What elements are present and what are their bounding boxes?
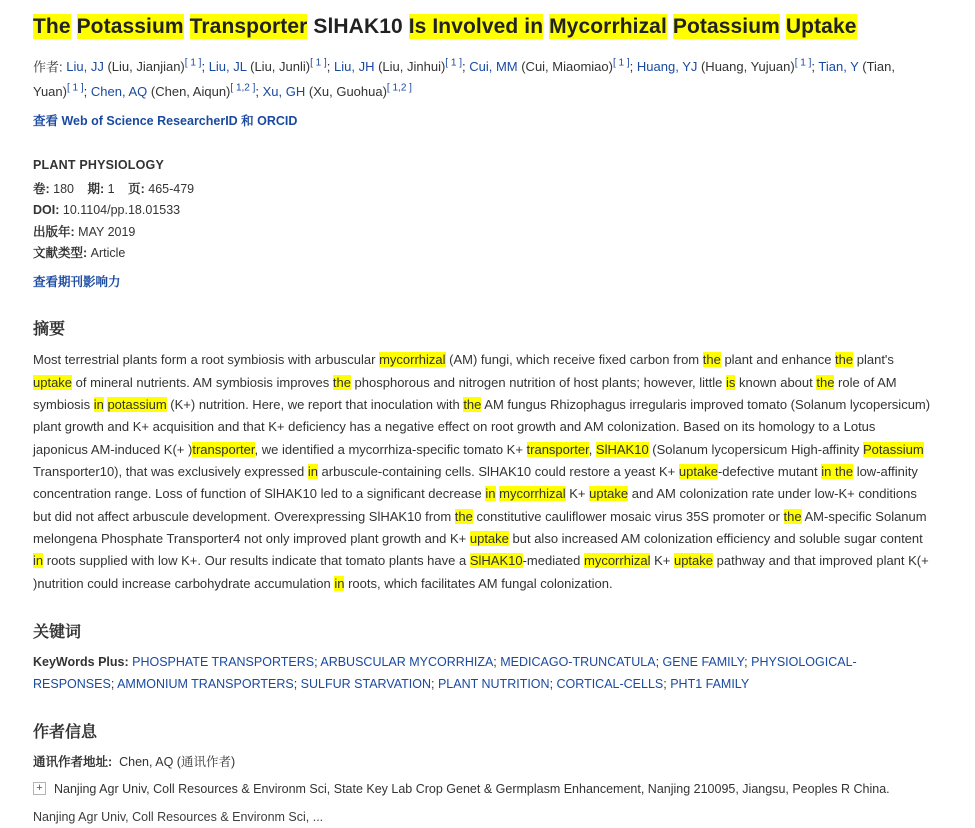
abstract-text-run: Most terrestrial plants form a root symbiosis with arbuscular <box>33 352 380 368</box>
keywords-list <box>33 655 857 691</box>
issue-label: 期: <box>87 182 105 196</box>
keyword-link[interactable]: SULFUR STARVATION <box>300 676 432 691</box>
abstract-highlight: the <box>816 374 835 390</box>
journal-doctype-row <box>33 243 931 263</box>
abstract-text-run: Transporter10), that was exclusively expressed <box>33 464 308 480</box>
abstract-highlight: the <box>454 508 473 524</box>
title-highlight: Involved <box>426 15 525 38</box>
author-fullname: (Chen, Aiqun) <box>147 83 231 99</box>
author-link[interactable]: Tian, Y <box>818 59 859 75</box>
keywords-heading: 关键词 <box>33 624 82 642</box>
author-fullname: (Tian, Yuan) <box>33 59 895 99</box>
abstract-highlight: uptake <box>673 553 714 569</box>
keyword-separator: ; <box>655 655 663 670</box>
abstract-highlight: in <box>93 396 104 412</box>
abstract-text-run: constitutive cauliflower mosaic virus 35S promoter or <box>472 508 784 524</box>
author-affiliation-ref[interactable]: [ 1 ] <box>794 57 812 69</box>
abstract-text-run: (AM) fungi, which receive fixed carbon from <box>445 352 703 368</box>
keyword-link[interactable]: AMMONIUM TRANSPORTERS <box>117 676 294 691</box>
keyword-separator: ; <box>431 676 438 691</box>
abstract-highlight: mycorrhizal <box>584 553 651 569</box>
abstract-highlight: is <box>726 374 736 390</box>
abstract-highlight: uptake <box>678 464 718 480</box>
keyword-separator: ; <box>744 655 752 670</box>
abstract-heading: 摘要 <box>33 321 66 339</box>
title-highlight: The <box>33 15 71 38</box>
abstract-highlight: transporter <box>526 441 589 457</box>
title-text <box>780 15 786 38</box>
title-highlight: in <box>524 15 544 38</box>
title-highlight: Potassium <box>672 15 780 38</box>
address-text: Nanjing Agr Univ, Coll Resources & Environm Sci, State Key Lab Crop Genet & Germplasm Enhancement, Nanjing 210095, Jiangsu, Peoples R China. <box>54 782 890 797</box>
abstract-highlight: in the <box>821 464 854 480</box>
corresponding-author-row <box>33 752 931 773</box>
pubyear-value: MAY 2019 <box>78 224 136 239</box>
abstract-text-run: but also increased AM colonization efficiency and soluble sugar content <box>508 531 923 547</box>
abstract-highlight: in <box>334 575 345 591</box>
author-link[interactable]: Cui, MM <box>469 59 518 75</box>
corresponding-author-label: 通讯作者地址: <box>33 755 113 770</box>
volume-value: 180 <box>53 182 75 196</box>
abstract-text-run: pathway and that improved plant K(+ )nutrition could increase carbohydrate accumulation <box>33 553 929 591</box>
author-fullname: (Liu, Junli) <box>246 59 311 75</box>
doi-value: 10.1104/pp.18.01533 <box>62 203 181 218</box>
title-highlight: Is <box>408 15 427 38</box>
author-fullname: (Liu, Jianjian) <box>103 59 185 75</box>
keyword-link[interactable]: ARBUSCULAR MYCORRHIZA <box>320 655 494 670</box>
abstract-text-run: roots supplied with low K+. Our results indicate that tomato plants have a <box>43 553 470 569</box>
abstract-highlight: mycorrhizal <box>499 486 566 502</box>
abstract-text-run: phosphorous and nitrogen nutrition of host plants; however, little <box>350 374 727 390</box>
abstract-text-run: , we identified a mycorrhiza-specific tomato K+ <box>254 441 527 457</box>
doctype-value: Article <box>90 245 126 260</box>
keyword-separator: ; <box>314 655 321 670</box>
abstract-highlight: in <box>307 464 318 480</box>
abstract-text-run: K+ <box>650 553 674 569</box>
abstract-text-run: known about <box>735 374 817 390</box>
page-title <box>33 14 931 41</box>
keyword-link[interactable]: PHYSIOLOGICAL-RESPONSES <box>33 655 857 691</box>
abstract-highlight: the <box>463 396 482 412</box>
volume-label: 卷: <box>33 182 50 196</box>
authors-list <box>33 59 895 98</box>
author-link[interactable]: Huang, YJ <box>636 59 698 75</box>
author-fullname: (Cui, Miaomiao) <box>517 59 613 75</box>
author-fullname: (Liu, Jinhui) <box>374 59 446 75</box>
abstract-text-run: and AM colonization rate under low-K+ conditions but did not affect arbuscule development. Overexpressing SlHAK10 from <box>33 486 917 524</box>
author-info-block <box>33 752 931 828</box>
author-affiliation-ref[interactable]: [ 1 ] <box>310 57 327 69</box>
author-affiliation-ref[interactable]: [ 1 ] <box>66 82 84 94</box>
title-highlight: Mycorrhizal <box>549 15 667 38</box>
journal-name: PLANT PHYSIOLOGY <box>33 157 164 172</box>
abstract-text-run: AM fungus Rhizophagus irregularis improved tomato (Solanum lycopersicum) plant growth and K+ acquisition and that K+ deficiency has a negative effect on root growth and AM colonization. Based on its homology to a Lotus japonicus AM-induced K(+ ) <box>33 396 931 457</box>
abstract-text-run: role of AM symbiosis <box>33 374 897 412</box>
authors-label: 作者: <box>33 59 63 75</box>
author-separator: ; <box>83 83 91 99</box>
author-separator: ; <box>326 59 335 75</box>
abstract-text <box>33 349 931 595</box>
keyword-link[interactable]: CORTICAL-CELLS <box>556 676 664 691</box>
abstract-text-run: arbuscule-containing cells. SlHAK10 could restore a yeast K+ <box>317 464 679 480</box>
author-affiliation-ref[interactable]: [ 1 ] <box>612 57 630 69</box>
title-text <box>667 15 673 38</box>
abstract-highlight: the <box>783 508 802 524</box>
abstract-highlight: the <box>702 352 721 368</box>
title-highlight: Transporter <box>189 15 308 38</box>
title-text <box>184 15 190 38</box>
title-highlight: Potassium <box>76 15 184 38</box>
author-separator: ; <box>255 83 263 99</box>
pages-label: 页: <box>128 182 145 196</box>
abstract-text-run: -mediated <box>522 553 584 569</box>
researcherid-orcid-link[interactable]: 查看 Web of Science ResearcherID 和 ORCID <box>33 113 298 128</box>
author-link[interactable]: Liu, JL <box>208 59 247 75</box>
author-separator: ; <box>629 59 637 75</box>
abstract-text-run: roots, which facilitates AM fungal colonization. <box>344 575 613 591</box>
keyword-link[interactable]: PHOSPHATE TRANSPORTERS <box>132 655 315 670</box>
abstract-highlight: mycorrhizal <box>379 352 446 368</box>
abstract-highlight: uptake <box>33 374 73 390</box>
author-info-heading: 作者信息 <box>33 724 98 742</box>
address-text-partial: Nanjing Agr Univ, Coll Resources & Environm Sci, ... <box>33 809 324 824</box>
author-separator: ; <box>811 59 819 75</box>
keywords-plus-label: KeyWords Plus: <box>33 655 129 670</box>
keyword-link[interactable]: PLANT NUTRITION <box>437 676 550 691</box>
title-text: SlHAK10 <box>307 15 409 38</box>
journal-block <box>33 155 931 293</box>
author-link[interactable]: Chen, AQ <box>90 83 148 99</box>
issue-value: 1 <box>107 182 115 196</box>
abstract-highlight: in <box>33 553 44 569</box>
abstract-text-run: (Solanum lycopersicum High-affinity <box>648 441 864 457</box>
abstract-text-run: plant's <box>853 352 894 368</box>
abstract-text-run: , <box>588 441 596 457</box>
keyword-link[interactable]: MEDICAGO-TRUNCATULA <box>500 655 656 670</box>
author-fullname: (Huang, Yujuan) <box>697 59 795 75</box>
abstract-highlight: the <box>332 374 351 390</box>
corresponding-author-value: Chen, AQ (通讯作者) <box>119 755 236 770</box>
abstract-highlight: SlHAK10 <box>595 441 649 457</box>
author-link[interactable]: Xu, GH <box>262 83 306 99</box>
abstract-text-run: of mineral nutrients. AM symbiosis improves <box>72 374 333 390</box>
pubyear-label: 出版年: <box>33 224 75 239</box>
abstract-highlight: the <box>835 352 854 368</box>
doctype-label: 文献类型: <box>33 245 88 260</box>
abstract-highlight: Potassium <box>863 441 924 457</box>
abstract-highlight: transporter <box>192 441 255 457</box>
title-highlight: Uptake <box>785 15 857 38</box>
expand-plus-icon[interactable]: + <box>33 782 46 795</box>
author-separator: ; <box>201 59 209 75</box>
keyword-separator: ; <box>493 655 501 670</box>
title-text <box>71 15 77 38</box>
abstract-highlight: SlHAK10 <box>469 553 523 569</box>
author-affiliation-ref[interactable]: [ 1,2 ] <box>386 82 412 94</box>
keyword-separator: ; <box>110 676 118 691</box>
journal-volume-row <box>33 179 931 199</box>
journal-impact-link[interactable]: 查看期刊影响力 <box>33 275 121 289</box>
author-affiliation-ref[interactable]: [ 1,2 ] <box>230 82 256 94</box>
author-affiliation-ref[interactable]: [ 1 ] <box>445 57 462 69</box>
keyword-link[interactable]: GENE FAMILY <box>662 655 745 670</box>
abstract-text-run: K+ <box>565 486 590 502</box>
abstract-text-run: (K+) nutrition. Here, we report that inoculation with <box>166 396 464 412</box>
author-separator: ; <box>461 59 470 75</box>
abstract-text-run: plant and enhance <box>720 352 836 368</box>
abstract-text-run: -defective mutant <box>717 464 822 480</box>
author-fullname: (Xu, Guohua) <box>305 83 387 99</box>
abstract-text-run: low-affinity concentration range. Loss of function of SlHAK10 led to a significant decrease <box>33 464 918 502</box>
keywords-block <box>33 652 931 695</box>
abstract-text-run: AM-specific Solanum melongena Phosphate Transporter4 not only improved plant growth and K+ <box>33 508 927 547</box>
pages-value: 465-479 <box>148 182 195 196</box>
abstract-highlight: uptake <box>469 531 509 547</box>
journal-doi-row <box>33 200 931 220</box>
address-row <box>33 779 931 800</box>
authors-block <box>33 55 931 133</box>
abstract-highlight: uptake <box>589 486 629 502</box>
author-affiliation-ref[interactable]: [ 1 ] <box>184 57 202 69</box>
journal-pubyear-row <box>33 222 931 242</box>
doi-label: DOI: <box>33 203 60 218</box>
author-link[interactable]: Liu, JJ <box>66 59 104 75</box>
author-link[interactable]: Liu, JH <box>334 59 375 75</box>
keyword-separator: ; <box>663 676 671 691</box>
keyword-separator: ; <box>293 676 301 691</box>
abstract-highlight: in <box>485 486 496 502</box>
keyword-separator: ; <box>549 676 557 691</box>
keyword-link[interactable]: PHT1 FAMILY <box>670 676 750 691</box>
abstract-highlight: potassium <box>107 396 167 412</box>
